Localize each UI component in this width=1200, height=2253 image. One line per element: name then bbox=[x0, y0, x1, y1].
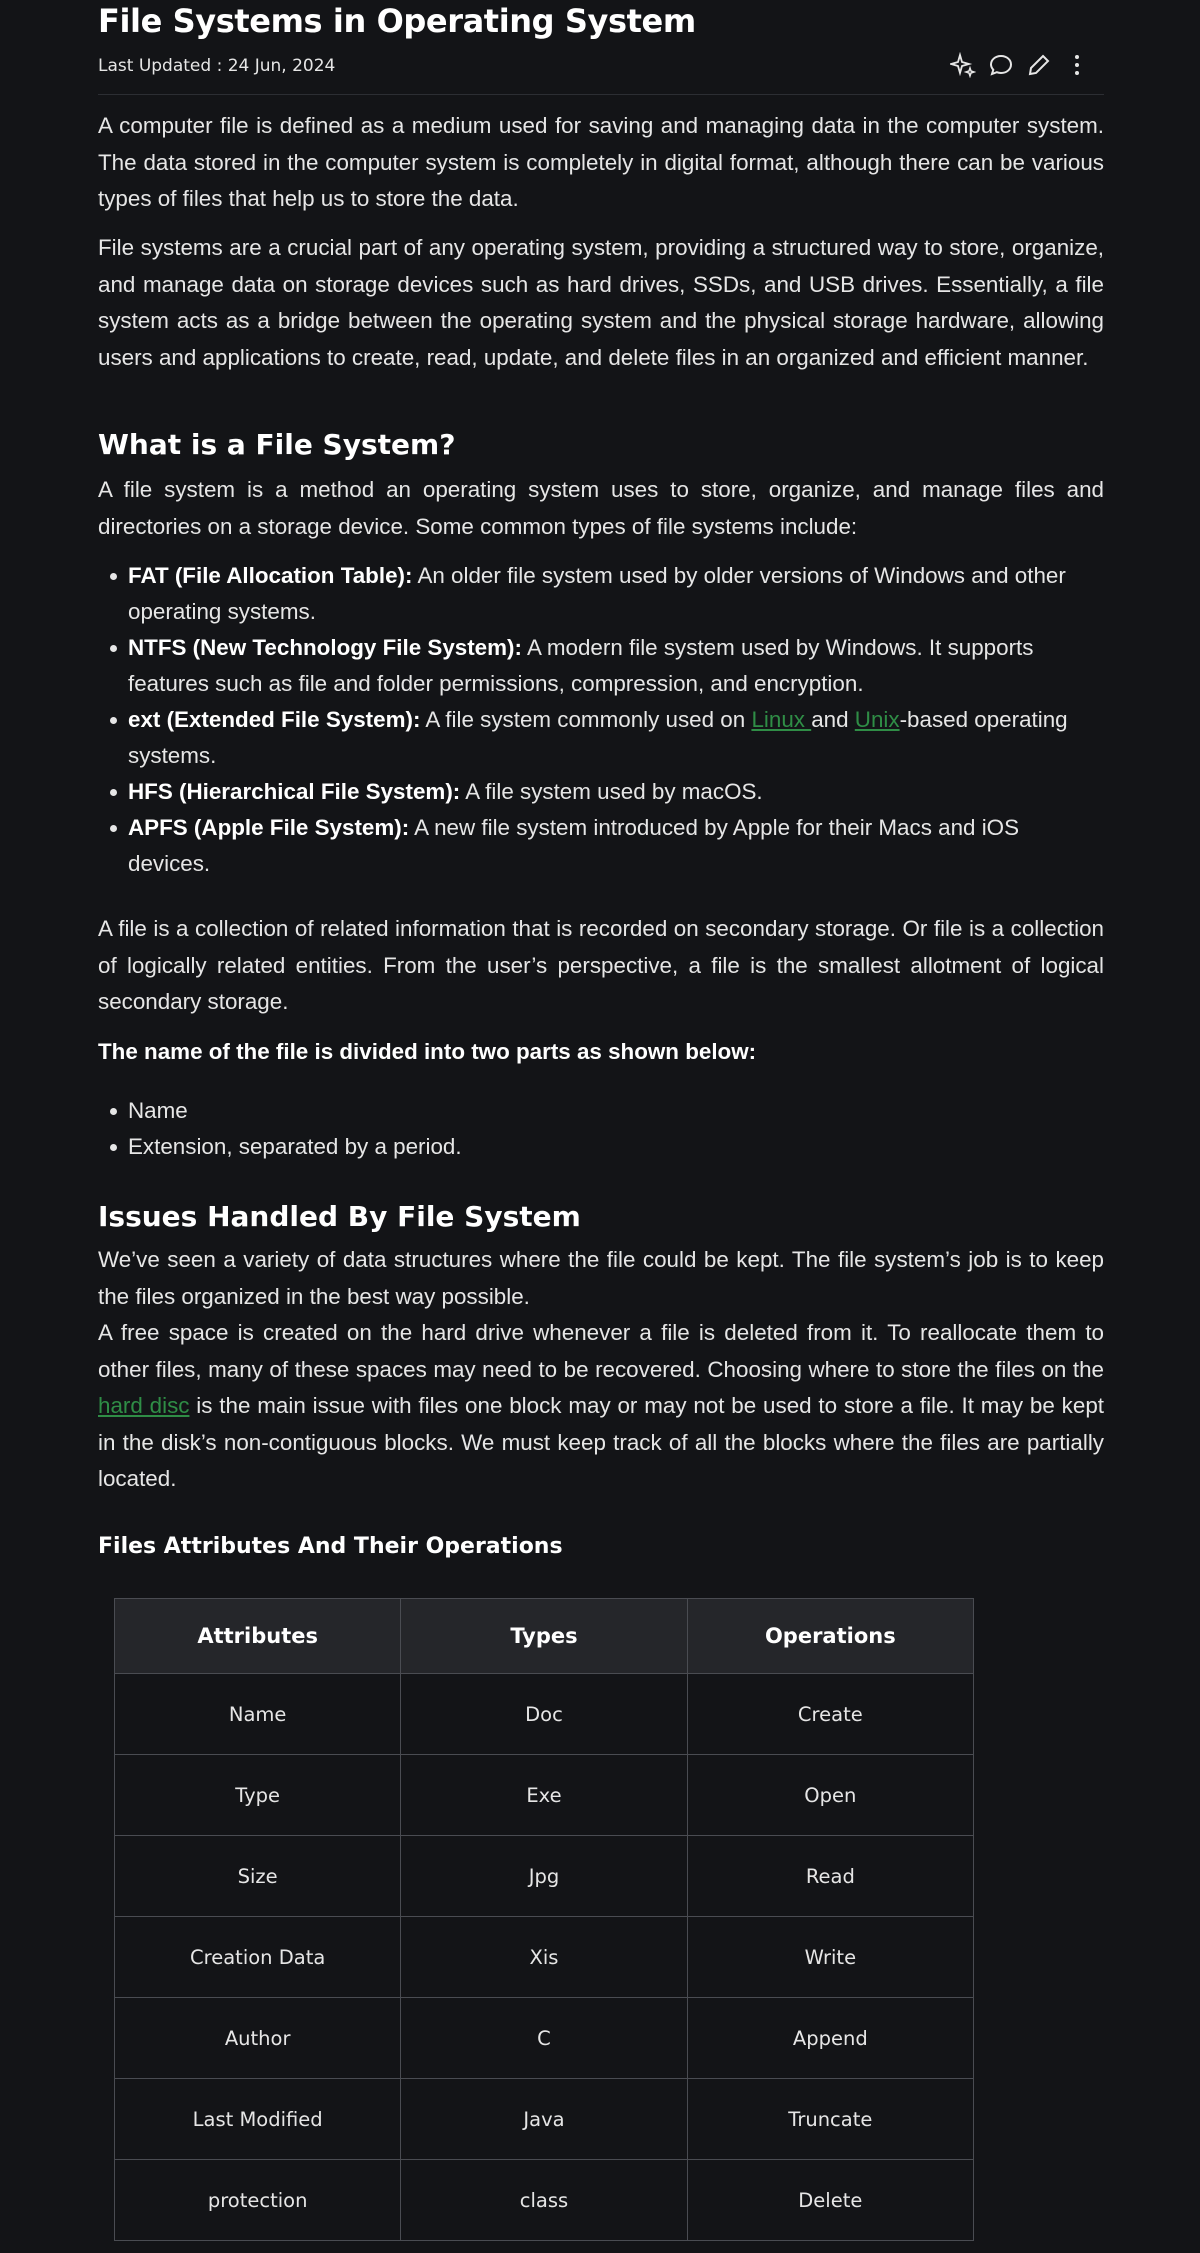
table-cell: Create bbox=[687, 1674, 973, 1755]
table-cell: Author bbox=[115, 1998, 401, 2079]
table-cell: Exe bbox=[401, 1755, 687, 1836]
list-item: Name bbox=[128, 1093, 1088, 1129]
fs-types-list bbox=[98, 558, 1134, 882]
table-cell: Last Modified bbox=[115, 2079, 401, 2160]
file-definition-paragraph: A file is a collection of related information that is recorded on secondary storage. Or file is a collection of logically related entities. From the user’s perspective, a file is the smallest allotment of logical secondary storage. bbox=[98, 916, 1104, 1014]
table-row bbox=[115, 1998, 974, 2079]
column-header: Operations bbox=[687, 1599, 973, 1674]
list-item: APFS (Apple File System): A new file system introduced by Apple for their Macs and iOS devices. bbox=[128, 810, 1088, 882]
table-cell: protection bbox=[115, 2160, 401, 2241]
more-icon[interactable] bbox=[1064, 52, 1090, 78]
table-row bbox=[115, 1755, 974, 1836]
table-row bbox=[115, 1917, 974, 1998]
hard-disc-link[interactable]: hard disc bbox=[98, 1393, 190, 1418]
file-name-heading: The name of the file is divided into two parts as shown below: bbox=[98, 1039, 757, 1064]
table-cell: Java bbox=[401, 2079, 687, 2160]
table-cell: Read bbox=[687, 1836, 973, 1917]
column-header: Types bbox=[401, 1599, 687, 1674]
table-cell: Size bbox=[115, 1836, 401, 1917]
issues-heading: Issues Handled By File System bbox=[98, 1200, 581, 1233]
table-header-row bbox=[115, 1599, 974, 1674]
what-is-paragraph: A file system is a method an operating system uses to store, organize, and manage files and directories on a storage device. Some common types of file systems include: bbox=[98, 477, 1104, 539]
comment-icon[interactable] bbox=[988, 52, 1014, 78]
edit-icon[interactable] bbox=[1026, 52, 1052, 78]
table-cell: Truncate bbox=[687, 2079, 973, 2160]
article-meta-bar bbox=[98, 52, 1104, 95]
list-item: FAT (File Allocation Table): An older file system used by older versions of Windows and other operating systems. bbox=[128, 558, 1088, 630]
column-header: Attributes bbox=[115, 1599, 401, 1674]
table-cell: Creation Data bbox=[115, 1917, 401, 1998]
issues-paragraph-2: A free space is created on the hard drive whenever a file is deleted from it. To reallocate them to other files, many of these spaces may need to be recovered. Choosing where to store the files on the hard disc is the main issue with files one block may or may not be used to store a file. It may be kept in the disk’s non-contiguous blocks. We must keep track of all the blocks where the files are partially located. bbox=[98, 1320, 1104, 1491]
table-cell: Open bbox=[687, 1755, 973, 1836]
table-row bbox=[115, 1674, 974, 1755]
table-cell: Name bbox=[115, 1674, 401, 1755]
linux-link[interactable]: Linux bbox=[751, 707, 812, 732]
intro-paragraph-2: File systems are a crucial part of any operating system, providing a structured way to store, organize, and manage data on storage devices such as hard drives, SSDs, and USB drives. Essentially, a file system acts as a bridge between the operating system and the physical storage hardware, allowing users and applications to create, read, update, and delete files in an organized and efficient manner. bbox=[98, 235, 1104, 370]
file-name-parts-list bbox=[98, 1093, 1134, 1165]
page-title: File Systems in Operating System bbox=[98, 2, 696, 40]
issues-paragraph-1: We’ve seen a variety of data structures where the file could be kept. The file system’s job is to keep the files organized in the best way possible. bbox=[98, 1247, 1104, 1309]
article-actions bbox=[950, 52, 1090, 78]
intro-paragraph-1: A computer file is defined as a medium used for saving and managing data in the computer system. The data stored in the computer system is completely in digital format, although there can be various types of files that help us to store the data. bbox=[98, 113, 1104, 211]
table-row bbox=[115, 1836, 974, 1917]
table-cell: Jpg bbox=[401, 1836, 687, 1917]
table-cell: C bbox=[401, 1998, 687, 2079]
table-row bbox=[115, 2079, 974, 2160]
table-cell: Write bbox=[687, 1917, 973, 1998]
table-cell: Xis bbox=[401, 1917, 687, 1998]
table-cell: Type bbox=[115, 1755, 401, 1836]
list-item: ext (Extended File System): A file system commonly used on Linux and Unix-based operating systems. bbox=[128, 702, 1088, 774]
table-cell: class bbox=[401, 2160, 687, 2241]
what-is-heading: What is a File System? bbox=[98, 428, 456, 461]
last-updated: Last Updated : 24 Jun, 2024 bbox=[98, 56, 336, 76]
list-item: NTFS (New Technology File System): A modern file system used by Windows. It supports features such as file and folder permissions, compression, and encryption. bbox=[128, 630, 1088, 702]
list-item: Extension, separated by a period. bbox=[128, 1129, 1088, 1165]
attributes-heading: Files Attributes And Their Operations bbox=[98, 1534, 563, 1559]
attributes-table bbox=[114, 1598, 974, 2241]
list-item: HFS (Hierarchical File System): A file system used by macOS. bbox=[128, 774, 1088, 810]
table-cell: Doc bbox=[401, 1674, 687, 1755]
ai-sparkle-icon[interactable] bbox=[950, 52, 976, 78]
unix-link[interactable]: Unix bbox=[854, 707, 900, 732]
table-row bbox=[115, 2160, 974, 2241]
table-cell: Append bbox=[687, 1998, 973, 2079]
table-cell: Delete bbox=[687, 2160, 973, 2241]
